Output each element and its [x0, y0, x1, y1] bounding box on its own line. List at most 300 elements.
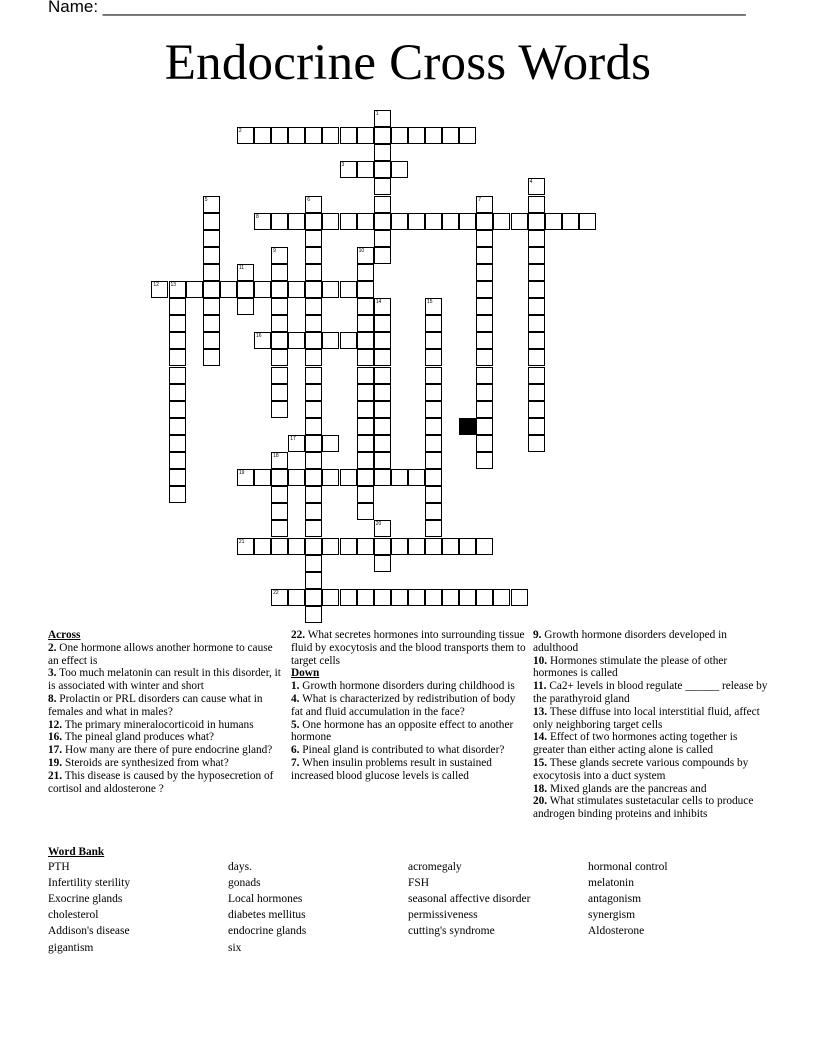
clue-number-label: 14.: [533, 731, 548, 744]
crossword-cell[interactable]: [305, 264, 322, 281]
crossword-cell[interactable]: [476, 367, 493, 384]
word-bank-item: days.: [228, 861, 252, 873]
crossword-cell[interactable]: [271, 452, 288, 469]
crossword-cell[interactable]: [237, 264, 254, 281]
crossword-cell[interactable]: [442, 213, 459, 230]
crossword-cell[interactable]: [391, 469, 408, 486]
clue-item: [291, 680, 527, 693]
clue-text: What stimulates sustetacular cells to produce androgen binding proteins and inhibits: [533, 795, 754, 821]
crossword-cell[interactable]: [528, 178, 545, 195]
clue-text: These glands secrete various compounds by exocytosis into a duct system: [533, 756, 749, 782]
crossword-cell[interactable]: [271, 486, 288, 503]
name-line[interactable]: Name: ____________________________________________________________________: [48, 0, 746, 16]
crossword-cell[interactable]: [374, 178, 391, 195]
clue-number: 21: [238, 538, 245, 545]
crossword-cell[interactable]: [391, 538, 408, 555]
crossword-cell[interactable]: [357, 384, 374, 401]
crossword-cell[interactable]: [169, 332, 186, 349]
crossword-cell[interactable]: [169, 401, 186, 418]
crossword-cell[interactable]: [357, 401, 374, 418]
crossword-cell[interactable]: [425, 315, 442, 332]
crossword-cell[interactable]: [374, 538, 391, 555]
clue-number: 12: [153, 282, 159, 288]
word-bank-item: gonads: [228, 877, 261, 890]
crossword-cell[interactable]: [374, 418, 391, 435]
crossword-cell[interactable]: [511, 589, 528, 606]
crossword-cell[interactable]: [528, 213, 545, 230]
crossword-cell[interactable]: [476, 213, 493, 230]
word-bank-item: melatonin: [588, 877, 634, 890]
clue-text: These diffuse into local interstitial fluid, affect only neighboring target cells: [533, 705, 760, 731]
crossword-cell[interactable]: [476, 281, 493, 298]
crossword-cell[interactable]: [357, 589, 374, 606]
crossword-cell[interactable]: [322, 213, 339, 230]
crossword-cell[interactable]: [305, 298, 322, 315]
crossword-cell[interactable]: [340, 281, 357, 298]
crossword-cell[interactable]: [340, 469, 357, 486]
clues-column-2: [291, 629, 527, 783]
crossword-cell[interactable]: [271, 589, 288, 606]
crossword-cell[interactable]: [340, 127, 357, 144]
crossword-cell[interactable]: [271, 247, 288, 264]
crossword-cell[interactable]: [322, 538, 339, 555]
crossword-cell[interactable]: [271, 349, 288, 366]
word-bank-item: antagonism: [588, 893, 642, 906]
clue-item: [48, 744, 284, 757]
crossword-cell[interactable]: [442, 127, 459, 144]
clue-text: Steroids are synthesized from what?: [62, 756, 229, 769]
crossword-cell[interactable]: [374, 401, 391, 418]
word-bank-item: Infertility sterility: [48, 877, 131, 890]
crossword-cell[interactable]: [528, 230, 545, 247]
crossword-cell[interactable]: [305, 349, 322, 366]
crossword-cell[interactable]: [374, 196, 391, 213]
crossword-cell[interactable]: [237, 298, 254, 315]
crossword-cell[interactable]: [322, 589, 339, 606]
clue-number-label: 22.: [291, 629, 306, 641]
crossword-cell[interactable]: [528, 418, 545, 435]
clue-item: [291, 719, 527, 745]
crossword-cell[interactable]: [425, 213, 442, 230]
clue-item: [533, 706, 769, 732]
crossword-cell[interactable]: [254, 469, 271, 486]
clue-number: 14: [375, 299, 382, 306]
black-cell: [459, 418, 476, 435]
crossword-cell[interactable]: [305, 486, 322, 503]
crossword-cell[interactable]: [425, 332, 442, 349]
crossword-cell[interactable]: [374, 161, 391, 178]
crossword-cell[interactable]: [340, 213, 357, 230]
crossword-cell[interactable]: [476, 196, 493, 213]
clue-number: 18: [273, 453, 279, 459]
crossword-cell[interactable]: [408, 538, 425, 555]
clues-column-1: [48, 629, 284, 795]
crossword-cell[interactable]: [528, 401, 545, 418]
crossword-cell[interactable]: [528, 384, 545, 401]
crossword-cell[interactable]: [305, 401, 322, 418]
crossword-cell[interactable]: [203, 349, 220, 366]
crossword-cell[interactable]: [425, 589, 442, 606]
crossword-cell[interactable]: [203, 298, 220, 315]
crossword-cell[interactable]: [425, 401, 442, 418]
crossword-cell[interactable]: [425, 538, 442, 555]
clue-number-label: 6.: [291, 744, 300, 757]
crossword-cell[interactable]: [271, 332, 288, 349]
crossword-cell[interactable]: [374, 213, 391, 230]
crossword-cell[interactable]: [476, 264, 493, 281]
crossword-cell[interactable]: [305, 127, 322, 144]
crossword-cell[interactable]: [254, 127, 271, 144]
crossword-cell[interactable]: [271, 538, 288, 555]
crossword-cell[interactable]: [271, 264, 288, 281]
crossword-cell[interactable]: [340, 161, 357, 178]
crossword-cell[interactable]: [357, 435, 374, 452]
clue-number: 2: [238, 128, 242, 135]
crossword-cell[interactable]: [528, 315, 545, 332]
crossword-cell[interactable]: [271, 281, 288, 298]
crossword-cell[interactable]: [322, 281, 339, 298]
crossword-cell[interactable]: [271, 401, 288, 418]
crossword-cell[interactable]: [459, 213, 476, 230]
crossword-cell[interactable]: [186, 281, 203, 298]
crossword-cell[interactable]: [237, 538, 254, 555]
crossword-cell[interactable]: [408, 213, 425, 230]
crossword-cell[interactable]: [305, 555, 322, 572]
crossword-cell[interactable]: [237, 281, 254, 298]
clue-number: 3: [341, 162, 345, 169]
crossword-cell[interactable]: [425, 418, 442, 435]
crossword-cell[interactable]: [271, 469, 288, 486]
clue-number: 15: [427, 299, 433, 306]
crossword-cell[interactable]: [288, 538, 305, 555]
crossword-cell[interactable]: [476, 401, 493, 418]
clue-number-label: 18.: [533, 782, 548, 795]
crossword-cell[interactable]: [305, 418, 322, 435]
crossword-cell[interactable]: [528, 367, 545, 384]
crossword-cell[interactable]: [305, 213, 322, 230]
word-bank-item: Local hormones: [228, 893, 303, 906]
crossword-cell[interactable]: [169, 418, 186, 435]
clue-text: Too much melatonin can result in this disorder, it is associated with winter and short: [48, 667, 281, 693]
crossword-cell[interactable]: [288, 589, 305, 606]
crossword-cell[interactable]: [476, 230, 493, 247]
crossword-cell[interactable]: [237, 127, 254, 144]
crossword-cell[interactable]: [254, 332, 271, 349]
crossword-cell[interactable]: [203, 247, 220, 264]
crossword-cell[interactable]: [374, 349, 391, 366]
crossword-cell[interactable]: [391, 213, 408, 230]
crossword-cell[interactable]: [340, 589, 357, 606]
clue-number-label: 20.: [533, 795, 548, 808]
crossword-cell[interactable]: [425, 127, 442, 144]
clue-number-label: 2.: [48, 641, 57, 654]
clue-number: 4: [529, 179, 533, 186]
crossword-cell[interactable]: [357, 127, 374, 144]
crossword-cell[interactable]: [271, 127, 288, 144]
crossword-cell[interactable]: [357, 452, 374, 469]
crossword-cell[interactable]: [169, 452, 186, 469]
word-bank-item: cholesterol: [48, 909, 99, 922]
word-bank-item: acromegaly: [408, 861, 462, 873]
crossword-cell[interactable]: [374, 435, 391, 452]
clue-text: Growth hormone disorders developed in adulthood: [533, 629, 727, 654]
clue-number-label: 15.: [533, 756, 548, 769]
crossword-cell[interactable]: [322, 127, 339, 144]
crossword-cell[interactable]: [528, 435, 545, 452]
crossword-cell[interactable]: [425, 503, 442, 520]
word-bank-item: gigantism: [48, 941, 94, 954]
word-bank-item: seasonal affective disorder: [408, 893, 531, 906]
crossword-cell[interactable]: [425, 298, 442, 315]
word-bank-item: PTH: [48, 861, 70, 873]
crossword-cell[interactable]: [357, 486, 374, 503]
clue-number-label: 10.: [533, 654, 548, 667]
clue-item: [48, 667, 284, 693]
crossword-cell[interactable]: [254, 213, 271, 230]
crossword-cell[interactable]: [254, 281, 271, 298]
clue-number: 6: [307, 196, 311, 203]
crossword-cell[interactable]: [357, 349, 374, 366]
crossword-cell[interactable]: [476, 435, 493, 452]
clue-number: 7: [478, 196, 482, 203]
crossword-cell[interactable]: [305, 230, 322, 247]
clue-number-label: 5.: [291, 718, 300, 731]
crossword-cell[interactable]: [545, 213, 562, 230]
crossword-cell[interactable]: [305, 503, 322, 520]
crossword-cell[interactable]: [476, 538, 493, 555]
crossword-cell[interactable]: [169, 349, 186, 366]
crossword-cell[interactable]: [322, 469, 339, 486]
crossword-cell[interactable]: [528, 196, 545, 213]
crossword-cell[interactable]: [305, 469, 322, 486]
clue-number-label: 13.: [533, 705, 548, 718]
crossword-cell[interactable]: [322, 332, 339, 349]
crossword-cell[interactable]: [357, 538, 374, 555]
crossword-cell[interactable]: [476, 418, 493, 435]
crossword-cell[interactable]: [425, 469, 442, 486]
clue-item: [533, 680, 769, 706]
crossword-cell[interactable]: [425, 384, 442, 401]
crossword-cell[interactable]: [288, 213, 305, 230]
crossword-cell[interactable]: [493, 213, 510, 230]
crossword-cell[interactable]: [305, 367, 322, 384]
crossword-cell[interactable]: [254, 538, 271, 555]
clue-item: [291, 744, 527, 757]
crossword-cell[interactable]: [374, 367, 391, 384]
crossword-cell[interactable]: [169, 486, 186, 503]
clue-number-label: 17.: [48, 744, 63, 757]
clue-number: 17: [290, 435, 296, 442]
clue-text: Mixed glands are the pancreas and: [547, 782, 707, 795]
crossword-cell[interactable]: [374, 469, 391, 486]
crossword-cell[interactable]: [528, 332, 545, 349]
crossword-cell[interactable]: [271, 367, 288, 384]
clue-item: [533, 655, 769, 681]
crossword-cell[interactable]: [305, 452, 322, 469]
crossword-cell[interactable]: [476, 589, 493, 606]
crossword-cell[interactable]: [493, 589, 510, 606]
crossword-cell[interactable]: [528, 281, 545, 298]
crossword-cell[interactable]: [357, 315, 374, 332]
crossword-cell[interactable]: [425, 486, 442, 503]
word-bank-item: FSH: [408, 877, 430, 890]
crossword-cell[interactable]: [271, 315, 288, 332]
crossword-cell[interactable]: [357, 469, 374, 486]
crossword-cell[interactable]: [203, 213, 220, 230]
crossword-cell[interactable]: [528, 298, 545, 315]
clue-text: Prolactin or PRL disorders can cause what in females and what in males?: [48, 692, 263, 718]
crossword-cell[interactable]: [322, 435, 339, 452]
crossword-cell[interactable]: [169, 315, 186, 332]
crossword-cell[interactable]: [203, 230, 220, 247]
crossword-cell[interactable]: [425, 435, 442, 452]
word-bank-item: synergism: [588, 909, 636, 922]
clue-number-label: 12.: [48, 718, 63, 731]
crossword-cell[interactable]: [408, 469, 425, 486]
crossword-cell[interactable]: [288, 332, 305, 349]
crossword-cell[interactable]: [357, 418, 374, 435]
crossword-cell[interactable]: [425, 367, 442, 384]
crossword-cell[interactable]: [357, 332, 374, 349]
crossword-cell[interactable]: [408, 127, 425, 144]
crossword-cell[interactable]: [151, 281, 168, 298]
crossword-cell[interactable]: [476, 452, 493, 469]
crossword-cell[interactable]: [528, 349, 545, 366]
crossword-cell[interactable]: [357, 281, 374, 298]
crossword-cell[interactable]: [305, 572, 322, 589]
crossword-cell[interactable]: [203, 315, 220, 332]
crossword-cell[interactable]: [169, 384, 186, 401]
crossword-cell[interactable]: [374, 332, 391, 349]
crossword-cell[interactable]: [528, 264, 545, 281]
crossword-cell[interactable]: [305, 281, 322, 298]
crossword-cell[interactable]: [357, 503, 374, 520]
crossword-cell[interactable]: [425, 452, 442, 469]
crossword-cell[interactable]: [374, 589, 391, 606]
crossword-cell[interactable]: [511, 213, 528, 230]
crossword-cell[interactable]: [408, 589, 425, 606]
crossword-cell[interactable]: [528, 247, 545, 264]
crossword-cell[interactable]: [305, 247, 322, 264]
crossword-cell[interactable]: [203, 264, 220, 281]
crossword-cell[interactable]: [220, 281, 237, 298]
crossword-cell[interactable]: [459, 538, 476, 555]
clue-text: When insulin problems result in sustained increased blood glucose levels is called: [291, 756, 492, 782]
clue-number: 10: [358, 247, 365, 254]
word-bank-item: Addison's disease: [48, 925, 130, 938]
clue-item: [291, 693, 527, 719]
crossword-cell[interactable]: [305, 589, 322, 606]
crossword-cell[interactable]: [305, 196, 322, 213]
crossword-cell[interactable]: [203, 332, 220, 349]
crossword-cell[interactable]: [374, 298, 391, 315]
crossword-cell[interactable]: [374, 452, 391, 469]
crossword-cell[interactable]: [305, 435, 322, 452]
crossword-cell[interactable]: [374, 144, 391, 161]
crossword-cell[interactable]: [425, 520, 442, 537]
crossword-cell[interactable]: [237, 469, 254, 486]
crossword-cell[interactable]: [374, 247, 391, 264]
crossword-cell[interactable]: [305, 332, 322, 349]
crossword-cell[interactable]: [476, 349, 493, 366]
crossword-cell[interactable]: [459, 127, 476, 144]
crossword-cell[interactable]: [340, 332, 357, 349]
crossword-cell[interactable]: [288, 435, 305, 452]
crossword-cell[interactable]: [357, 264, 374, 281]
crossword-cell[interactable]: [374, 110, 391, 127]
crossword-cell[interactable]: [305, 384, 322, 401]
crossword-cell[interactable]: [271, 503, 288, 520]
crossword-cell[interactable]: [374, 315, 391, 332]
word-bank-item: hormonal control: [588, 861, 668, 873]
crossword-cell[interactable]: [305, 606, 322, 623]
crossword-cell[interactable]: [203, 196, 220, 213]
crossword-cell[interactable]: [169, 367, 186, 384]
crossword-cell[interactable]: [374, 555, 391, 572]
clue-number-label: 19.: [48, 756, 63, 769]
crossword-cell[interactable]: [288, 127, 305, 144]
word-bank-item: Exocrine glands: [48, 893, 123, 906]
crossword-cell[interactable]: [288, 469, 305, 486]
crossword-cell[interactable]: [442, 589, 459, 606]
crossword-cell[interactable]: [391, 127, 408, 144]
crossword-cell[interactable]: [305, 315, 322, 332]
crossword-cell[interactable]: [476, 247, 493, 264]
crossword-cell[interactable]: [169, 298, 186, 315]
clue-text: Hormones stimulate the please of other hormones is called: [533, 654, 728, 680]
page-title: Endocrine Cross Words: [164, 35, 652, 91]
crossword-cell[interactable]: [476, 384, 493, 401]
crossword-cell[interactable]: [459, 589, 476, 606]
crossword-cell[interactable]: [169, 281, 186, 298]
clues-heading: Down: [291, 667, 320, 680]
crossword-cell[interactable]: [271, 520, 288, 537]
crossword-cell[interactable]: [374, 127, 391, 144]
crossword-cell[interactable]: [357, 161, 374, 178]
clue-number: 22: [273, 589, 279, 596]
crossword-cell[interactable]: [476, 315, 493, 332]
crossword-cell[interactable]: [271, 213, 288, 230]
crossword-cell[interactable]: [271, 384, 288, 401]
crossword-cell[interactable]: [425, 349, 442, 366]
crossword-cell[interactable]: [357, 213, 374, 230]
crossword-cell[interactable]: [169, 435, 186, 452]
crossword-cell[interactable]: [357, 367, 374, 384]
crossword-cell[interactable]: [271, 298, 288, 315]
crossword-cell[interactable]: [391, 589, 408, 606]
crossword-cell[interactable]: [442, 538, 459, 555]
crossword-cell[interactable]: [357, 298, 374, 315]
crossword-cell[interactable]: [288, 281, 305, 298]
clue-item: [533, 757, 769, 783]
crossword-cell[interactable]: [562, 213, 579, 230]
clue-text: One hormone allows another hormone to cause an effect is: [48, 641, 273, 667]
crossword-cell[interactable]: [391, 161, 408, 178]
crossword-cell[interactable]: [305, 520, 322, 537]
crossword-cell[interactable]: [374, 384, 391, 401]
crossword-cell[interactable]: [374, 520, 391, 537]
clue-item: [48, 757, 284, 770]
crossword-cell[interactable]: [203, 281, 220, 298]
crossword-cell[interactable]: [579, 213, 596, 230]
crossword-cell[interactable]: [357, 247, 374, 264]
crossword-cell[interactable]: [476, 332, 493, 349]
crossword-cell[interactable]: [305, 538, 322, 555]
crossword-cell[interactable]: [340, 538, 357, 555]
crossword-cell[interactable]: [476, 298, 493, 315]
crossword-cell[interactable]: [169, 469, 186, 486]
crossword-cell[interactable]: [374, 230, 391, 247]
